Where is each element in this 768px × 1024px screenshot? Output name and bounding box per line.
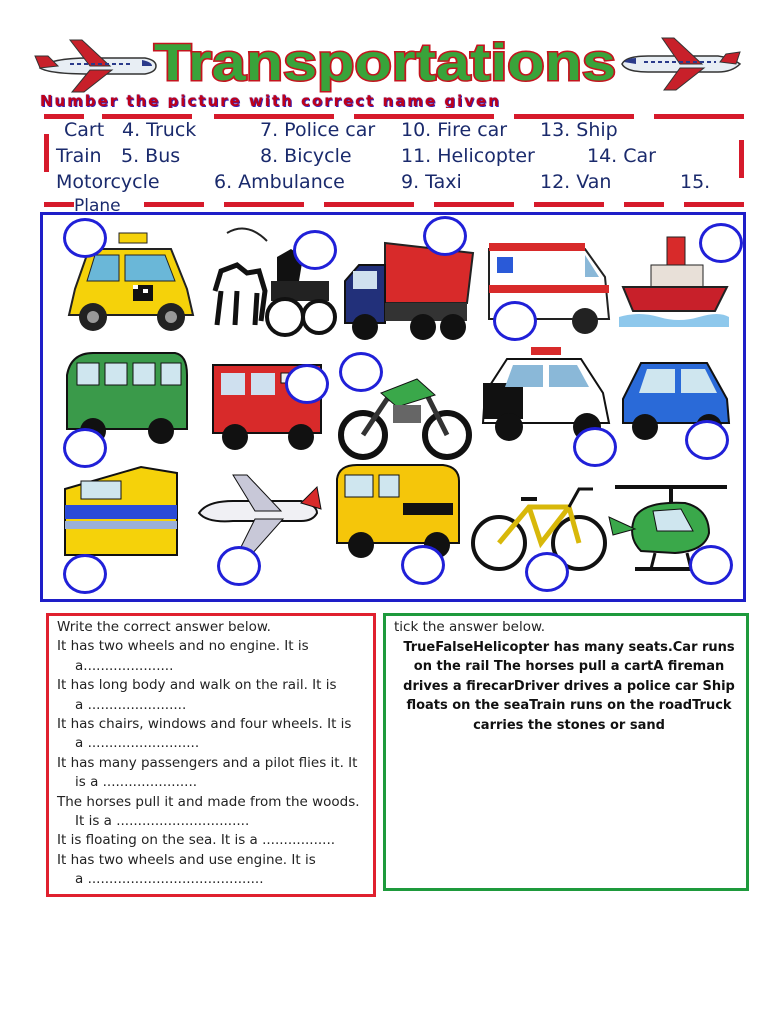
- answer-circle-police-car[interactable]: [573, 427, 617, 467]
- airplane-picture: [193, 465, 323, 561]
- answer-circle-motorcycle[interactable]: [339, 352, 383, 392]
- answer-circle-ambulance[interactable]: [493, 301, 537, 341]
- picture-grid: [40, 212, 746, 602]
- write-line: It is floating on the sea. It is a .................: [57, 832, 336, 849]
- answer-circle-horse-cart[interactable]: [293, 230, 337, 270]
- write-line: It has many passengers and a pilot flies it. It: [57, 754, 358, 771]
- answer-circle-helicopter[interactable]: [689, 545, 733, 585]
- answer-circle-taxi[interactable]: [63, 218, 107, 258]
- word-police-car: 7. Police car: [260, 119, 376, 141]
- word-list-box: [44, 112, 744, 216]
- word-taxi: 9. Taxi: [401, 171, 462, 193]
- word-van: 12. Van: [540, 171, 612, 193]
- word-motorcycle: Motorcycle: [56, 171, 160, 193]
- answer-circle-van[interactable]: [63, 428, 107, 468]
- write-line: It has chairs, windows and four wheels. It is: [57, 716, 352, 733]
- answer-circle-ship[interactable]: [699, 223, 743, 263]
- answer-circle-dump-truck[interactable]: [423, 216, 467, 256]
- tick-statements: TrueFalseHelicopter has many seats.Car runs on the rail The horses pull a cartA fireman drives a firecarDriver drives a police car Ship floats on the seaTrain runs on the roadTruck carries the stones or sand: [403, 640, 735, 733]
- school-bus-picture: [333, 459, 463, 563]
- write-answer-box: [46, 613, 376, 897]
- word-bicycle: 8. Bicycle: [260, 145, 352, 167]
- write-answer-blank[interactable]: a.....................: [75, 657, 174, 674]
- answer-circle-train[interactable]: [63, 554, 107, 594]
- write-answer-blank[interactable]: is a ......................: [75, 774, 198, 791]
- word-truck: 4. Truck: [122, 119, 197, 141]
- word-ambulance: 6. Ambulance: [214, 171, 345, 193]
- word-bus: 5. Bus: [121, 145, 181, 167]
- answer-circle-car[interactable]: [685, 420, 729, 460]
- word-helicopter: 11. Helicopter: [401, 145, 535, 167]
- write-line: The horses pull it and made from the woods.: [57, 793, 360, 810]
- write-answer-blank[interactable]: a .......................: [75, 696, 187, 713]
- word-plane: Plane: [74, 196, 121, 216]
- airplane-right-icon: [608, 34, 748, 94]
- write-heading: Write the correct answer below.: [57, 619, 271, 635]
- word-car: 14. Car: [587, 145, 656, 167]
- word-number-15: 15.: [680, 171, 711, 193]
- page-title: [150, 30, 620, 94]
- write-answer-blank[interactable]: a ..........................: [75, 735, 200, 752]
- answer-circle-fire-truck[interactable]: [285, 364, 329, 404]
- airplane-left-icon: [30, 36, 160, 96]
- write-answer-blank[interactable]: a .........................................: [75, 871, 264, 888]
- word-train: Train: [56, 145, 102, 167]
- answer-circle-bicycle[interactable]: [525, 552, 569, 592]
- answer-circle-airplane[interactable]: [217, 546, 261, 586]
- tick-answer-box: [383, 613, 749, 891]
- answer-circle-school-bus[interactable]: [401, 545, 445, 585]
- train-picture: [61, 459, 181, 561]
- write-answer-blank[interactable]: It is a ...............................: [75, 813, 250, 830]
- page-title-text: Transportations: [154, 34, 616, 92]
- word-fire-car: 10. Fire car: [401, 119, 508, 141]
- write-line: It has long body and walk on the rail. It is: [57, 677, 337, 694]
- word-ship: 13. Ship: [540, 119, 618, 141]
- tick-heading: tick the answer below.: [394, 619, 546, 635]
- write-line: It has two wheels and no engine. It is: [57, 638, 309, 655]
- write-line: It has two wheels and use engine. It is: [57, 851, 316, 868]
- word-cart: Cart: [64, 119, 105, 141]
- page-subtitle: Number the picture with correct name given: [40, 92, 501, 108]
